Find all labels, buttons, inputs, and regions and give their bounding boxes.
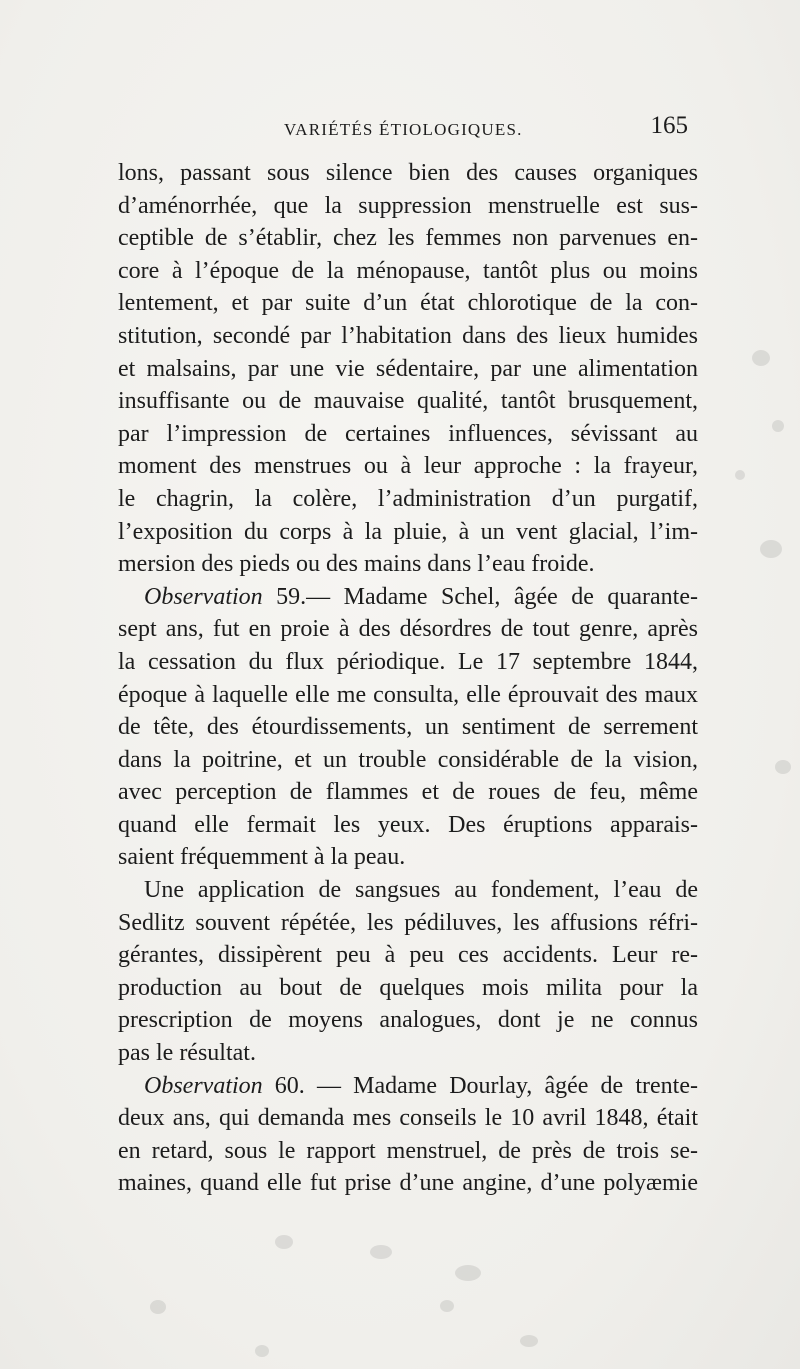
paper-speck	[752, 350, 770, 366]
text-line: ceptible de s’établir, chez les femmes non parvenues en-	[118, 225, 698, 252]
paper-speck	[440, 1300, 454, 1312]
text-line: l’exposition du corps à la pluie, à un vent glacial, l’im-	[118, 518, 698, 545]
text-line: dans la poitrine, et un trouble considérable de la vision,	[118, 746, 698, 773]
paper-speck	[760, 540, 782, 558]
text-line: core à l’époque de la ménopause, tantôt plus ou moins	[118, 257, 698, 284]
text-line: quand elle fermait les yeux. Des éruptions apparais-	[118, 811, 698, 838]
paper-speck	[520, 1335, 538, 1347]
text-line: le chagrin, la colère, l’administration d’un purgatif,	[118, 485, 698, 512]
text-line: et malsains, par une vie sédentaire, par une alimentation	[118, 355, 698, 382]
text-line: prescription de moyens analogues, dont je ne connus	[118, 1007, 698, 1034]
text-line: d’aménorrhée, que la suppression menstruelle est sus-	[118, 192, 698, 219]
text-line: la cessation du flux périodique. Le 17 septembre 1844,	[118, 648, 698, 675]
observation-label: Observation	[144, 1072, 263, 1099]
text-line: en retard, sous le rapport menstruel, de près de trois se-	[118, 1137, 698, 1164]
text-line: époque à laquelle elle me consulta, elle éprouvait des maux	[118, 681, 698, 708]
observation-line	[118, 1070, 698, 1103]
paper-speck	[150, 1300, 166, 1314]
text-line: Une application de sangsues au fondement, l’eau de	[144, 877, 698, 904]
text-line: pas le résultat.	[118, 1040, 256, 1067]
text-line: sept ans, fut en proie à des désordres de tout genre, après	[118, 616, 698, 643]
text-line: avec perception de flammes et de roues de feu, même	[118, 779, 698, 806]
paper-speck	[255, 1345, 269, 1357]
text-line: lentement, et par suite d’un état chlorotique de la con-	[118, 290, 698, 317]
text-line: gérantes, dissipèrent peu à peu ces accidents. Leur re-	[118, 942, 698, 969]
text-line: moment des menstrues ou à leur approche : la frayeur,	[118, 453, 698, 480]
observation-text: 59.— Madame Schel, âgée de quarante-	[262, 583, 698, 610]
running-head: VARIÉTÉS ÉTIOLOGIQUES.	[284, 120, 523, 139]
text-line: lons, passant sous silence bien des causes organiques	[118, 160, 698, 186]
paper-speck	[775, 760, 791, 774]
text-line: maines, quand elle fut prise d’une angine, d’une polyæmie	[118, 1170, 698, 1197]
text-line: Sedlitz souvent répétée, les pédiluves, les affusions réfri-	[118, 909, 698, 936]
text-line: saient fréquemment à la peau.	[118, 844, 406, 871]
text-line: production au bout de quelques mois milita pour la	[118, 974, 698, 1001]
paper-speck	[772, 420, 784, 432]
paper-speck	[455, 1265, 481, 1281]
text-line: stitution, secondé par l’habitation dans des lieux humides	[118, 322, 698, 349]
text-line: mersion des pieds ou des mains dans l’eau froide.	[118, 551, 595, 578]
paper-speck	[370, 1245, 392, 1259]
page-number: 165	[650, 112, 688, 139]
body-text	[118, 157, 698, 1200]
text-line: deux ans, qui demanda mes conseils le 10 avril 1848, était	[118, 1105, 698, 1132]
paper-speck	[735, 470, 745, 480]
page-header	[118, 112, 698, 142]
text-line: de tête, des étourdissements, un sentiment de serrement	[118, 714, 698, 741]
observation-line	[118, 581, 698, 614]
observation-text: 60. — Madame Dourlay, âgée de trente-	[262, 1072, 698, 1099]
text-line: par l’impression de certaines influences, sévissant au	[118, 420, 698, 447]
text-line: insuffisante ou de mauvaise qualité, tantôt brusquement,	[118, 388, 698, 415]
paper-speck	[275, 1235, 293, 1249]
observation-label: Observation	[144, 583, 263, 610]
